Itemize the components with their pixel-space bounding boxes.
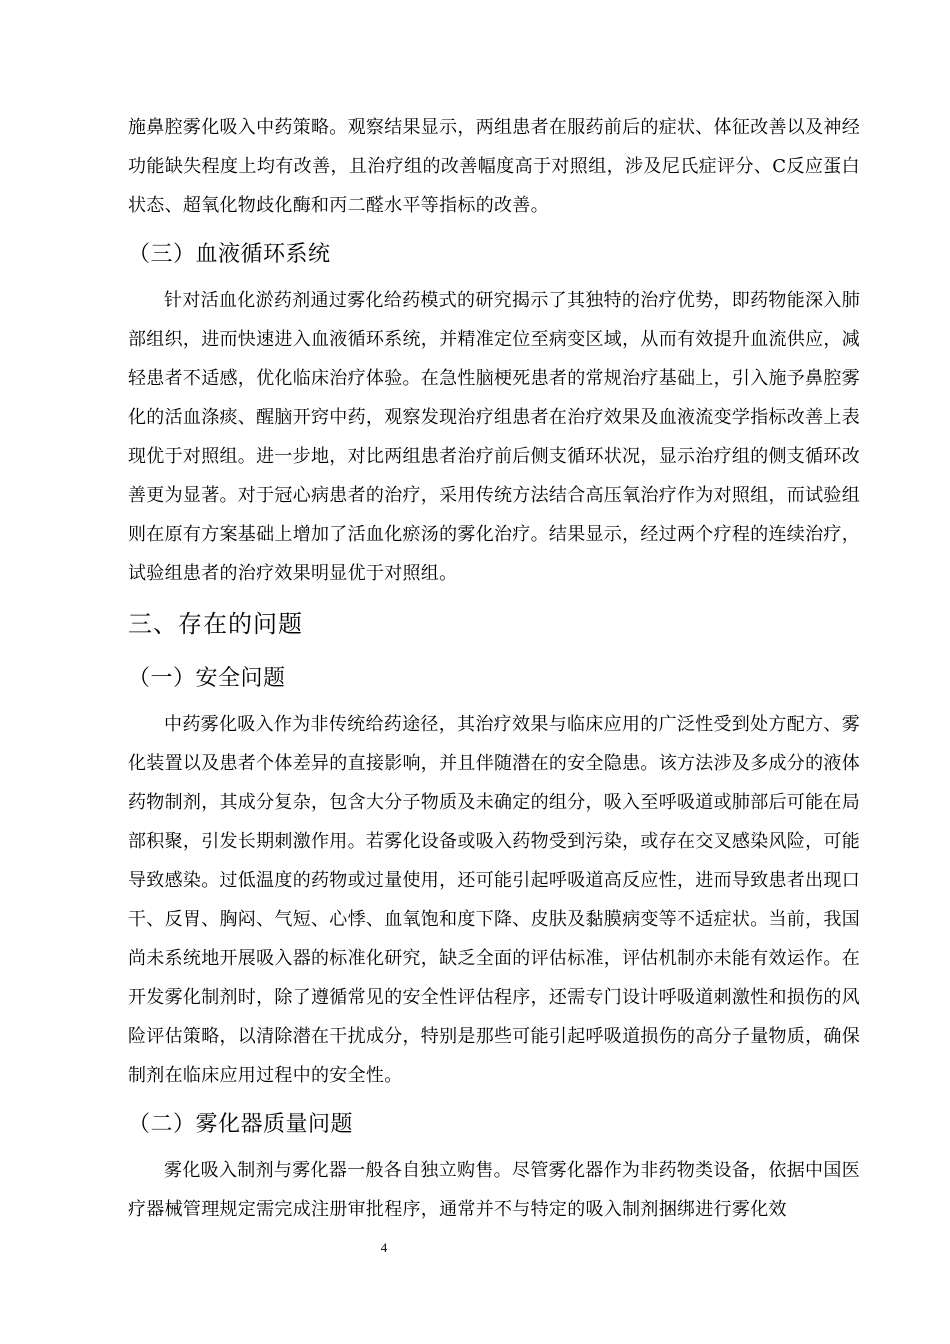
page-number: 4 xyxy=(380,1240,388,1255)
paragraph-continuation: 施鼻腔雾化吸入中药策略。观察结果显示，两组患者在服药前后的症状、体征改善以及神经功能缺失程度上均有改善，且治疗组的改善幅度高于对照组，涉及尼氏症评分、C反应蛋白状态、超氧化物歧化酶和丙二醛水平等指标的改善。 xyxy=(128,117,860,216)
subheading-nebulizer-quality: （二）雾化器质量问题 xyxy=(128,1112,354,1137)
subheading-safety: （一）安全问题 xyxy=(128,666,286,691)
paragraph-nebulizer-quality: 雾化吸入制剂与雾化器一般各自独立购售。尽管雾化器作为非药物类设备，依据中国医疗器械管理规定需完成注册审批程序，通常并不与特定的吸入制剂捆绑进行雾化效 xyxy=(128,1160,860,1220)
subheading-blood-circulation: （三）血液循环系统 xyxy=(128,242,331,267)
page-content xyxy=(128,108,860,1229)
paragraph-blood-circulation: 针对活血化淤药剂通过雾化给药模式的研究揭示了其独特的治疗优势，即药物能深入肺部组织，进而快速进入血液循环系统，并精准定位至病变区域，从而有效提升血流供应，减轻患者不适感，优化临床治疗体验。在急性脑梗死患者的常规治疗基础上，引入施予鼻腔雾化的活血涤痰、醒脑开窍中药，观察发现治疗组患者在治疗效果及血液流变学指标改善上表现优于对照组。进一步地，对比两组患者治疗前后侧支循环状况，显示治疗组的侧支循环改善更为显著。对于冠心病患者的治疗，采用传统方法结合高压氧治疗作为对照组，而试验组则在原有方案基础上增加了活血化瘀汤的雾化治疗。结果显示，经过两个疗程的连续治疗，试验组患者的治疗效果明显优于对照组。 xyxy=(128,290,860,584)
paragraph-safety: 中药雾化吸入作为非传统给药途径，其治疗效果与临床应用的广泛性受到处方配方、雾化装置以及患者个体差异的直接影响，并且伴随潜在的安全隐患。该方法涉及多成分的液体药物制剂，其成分复杂，包含大分子物质及未确定的组分，吸入至呼吸道或肺部后可能在局部积聚，引发长期刺激作用。若雾化设备或吸入药物受到污染，或存在交叉感染风险，可能导致感染。过低温度的药物或过量使用，还可能引起呼吸道高反应性，进而导致患者出现口干、反胃、胸闷、气短、心悸、血氧饱和度下降、皮肤及黏膜病变等不适症状。当前，我国尚未系统地开展吸入器的标准化研究，缺乏全面的评估标准，评估机制亦未能有效运作。在开发雾化制剂时，除了遵循常见的安全性评估程序，还需专门设计呼吸道刺激性和损伤的风险评估策略，以清除潜在干扰成分，特别是那些可能引起呼吸道损伤的高分子量物质，确保制剂在临床应用过程中的安全性。 xyxy=(128,714,860,1086)
section-heading-issues: 三、存在的问题 xyxy=(128,610,303,638)
